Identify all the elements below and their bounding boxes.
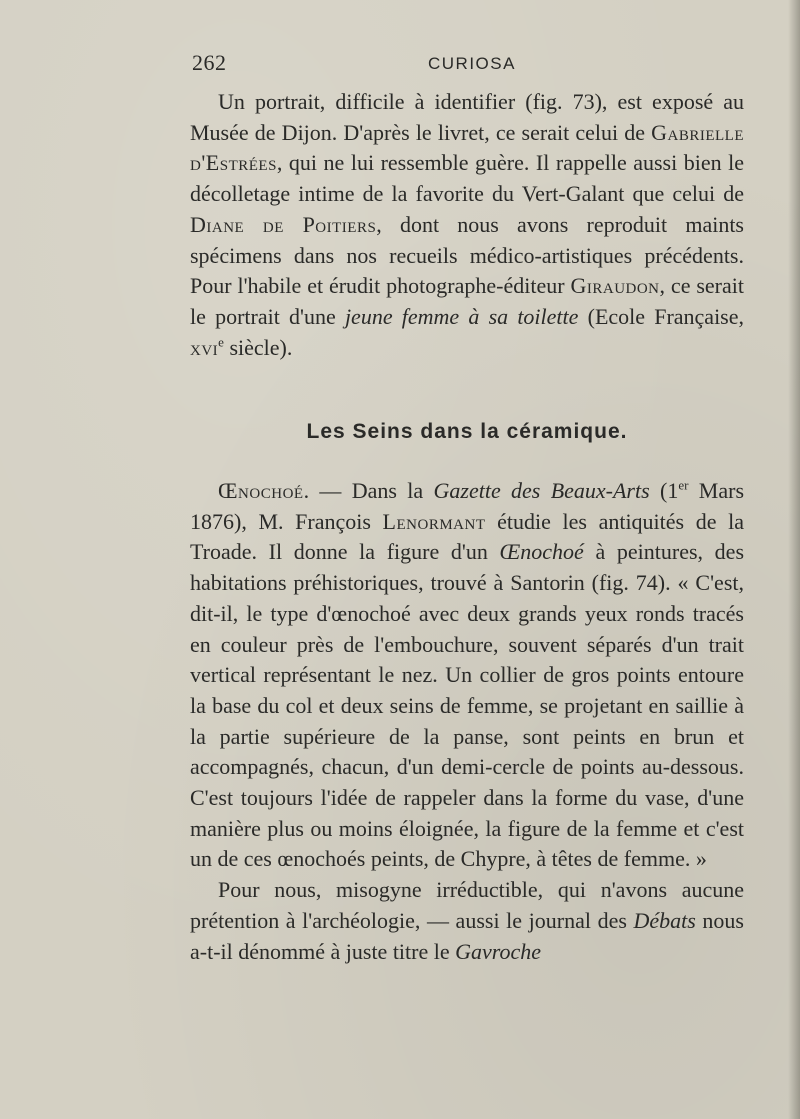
- artwork-title: jeune femme à sa toilette: [344, 303, 579, 329]
- paragraph-misogyne: [190, 875, 744, 967]
- text-run: (1: [649, 478, 679, 503]
- text-run: à peintures, des habitations préhistoriques, trouvé à Santorin (fig. 74). « C'est, dit-il, le type d'œnochoé avec deux grands yeux ronds tracés en couleur près de l'embouchure, souvent séparés d'un trait vertical représentant le nez. Un collier de gros points entoure la base du col et deux seins de femme, se projetant en saillie à la partie supérieure de la panse, sont peints en brun et accompagnés, chacun, d'un demi-cercle de points au-dessous. C'est toujours l'idée de rappeler dans la forme du vase, d'une manière plus ou moins éloignée, la figure de la femme et c'est un de ces œnochoés peints, de Chypre, à têtes de femme. »: [190, 539, 745, 872]
- journal-title: Gazette des Beaux-Arts: [433, 478, 650, 503]
- text-run: Un portrait, difficile à identifier (fig. 73), est exposé au Musée de Dijon. D'après le livret, ce serait celui de: [190, 89, 744, 145]
- date-superscript: er: [678, 477, 689, 493]
- century-superscript: e: [218, 334, 224, 350]
- text-run: (Ecole Française,: [578, 303, 745, 329]
- person-name: Giraudon: [570, 273, 660, 299]
- object-name: Œnochoé: [499, 539, 584, 565]
- person-name: Lenormant: [382, 508, 486, 534]
- nickname: Gavroche: [455, 938, 542, 964]
- century-numeral: xvi: [190, 334, 219, 360]
- running-title: CURIOSA: [428, 54, 516, 73]
- page-number: 262: [192, 50, 227, 75]
- page-edge-shadow: [788, 0, 800, 1119]
- text-block-bottom: [190, 476, 744, 967]
- paragraph-oenochoe: [190, 476, 744, 875]
- text-run: . — Dans la: [303, 478, 434, 503]
- text-run: Pour nous, misogyne irréductible, qui n'avons aucune prétention à l'archéologie, — aussi le journal des: [190, 877, 744, 933]
- text-block-top: [190, 87, 744, 363]
- section-heading: Les Seins dans la céramique.: [306, 420, 628, 443]
- person-name: Diane de Poitiers: [190, 211, 377, 237]
- text-run: Mars 1876), M. François: [190, 478, 745, 534]
- paragraph-portrait: [190, 87, 744, 363]
- text-run: , qui ne lui ressemble guère. Il rappelle aussi bien le décolletage intime de la favorite du Vert-Galant que celui de: [190, 150, 744, 207]
- person-name: Gabrielle d'Estrées: [190, 119, 744, 176]
- text-run: , ce serait le portrait d'une: [190, 273, 745, 329]
- text-run: nous a-t-il dénommé à juste titre le: [190, 907, 744, 964]
- entry-term: Œnochoé: [218, 478, 304, 503]
- running-header: [192, 50, 745, 80]
- text-run: siècle).: [223, 334, 293, 360]
- journal-title: Débats: [633, 907, 696, 933]
- text-run: , dont nous avons reproduit maints spécimens dans nos recueils médico-artistiques précédents. Pour l'habile et érudit photographe-éditeur: [190, 211, 744, 299]
- text-run: étudie les antiquités de la Troade. Il donne la figure d'un: [190, 508, 745, 565]
